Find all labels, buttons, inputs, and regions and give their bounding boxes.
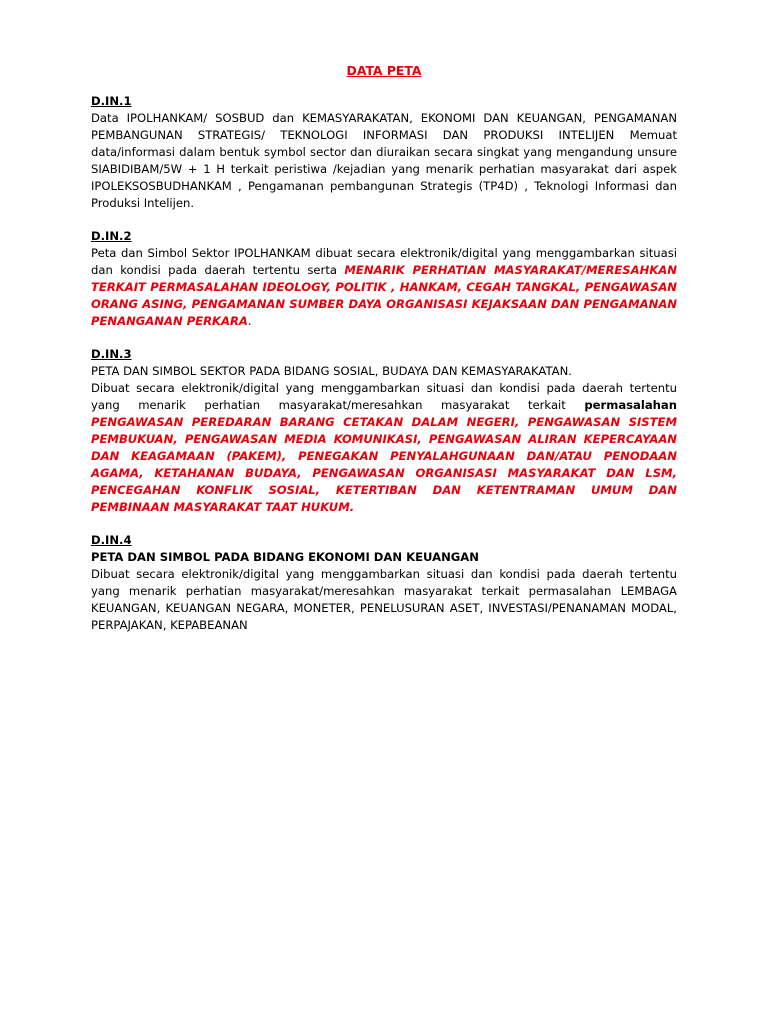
section-body: Dibuat secara elektronik/digital yang menggambarkan situasi dan kondisi pada daerah tertentu yang menarik perhatian masyarakat/meresahkan masyarakat terkait permasalahan LEMBAGA KEUANGAN, KEUANGAN NEGARA, MONETER, PENELUSURAN ASET, INVESTASI/PENANAMAN MODAL, PERPAJAKAN, KEPABEANAN xyxy=(91,567,677,632)
section-din4 xyxy=(91,532,677,634)
body-text: Peta dan Simbol Sektor IPOLHANKAM dibuat secara elektronik/digital yang menggambarkan situasi dan kondisi pada daerah tertentu serta xyxy=(91,246,677,277)
section-din1 xyxy=(91,93,677,212)
section-heading: D.IN.1 xyxy=(91,94,132,108)
section-body xyxy=(91,245,677,330)
section-din3 xyxy=(91,346,677,516)
section-din2 xyxy=(91,228,677,330)
section-body xyxy=(91,380,677,516)
bold-text: permasalahan xyxy=(584,398,677,412)
section-body: Data IPOLHANKAM/ SOSBUD dan KEMASYARAKATAN, EKONOMI DAN KEUANGAN, PENGAMANAN PEMBANGUNAN STRATEGIS/ TEKNOLOGI INFORMASI DAN PRODUKSI INTELIJEN Memuat data/informasi dalam bentuk symbol sector dan diuraikan secara singkat yang mengandung unsure SIABIDIBAM/5W + 1 H terkait peristiwa /kejadian yang menarik perhatian masyarakat dari aspek IPOLEKSOSBUDHANKAM , Pengamanan pembangunan Strategis (TP4D) , Teknologi Informasi dan Produksi Intelijen. xyxy=(91,111,677,210)
highlighted-text: MENARIK PERHATIAN MASYARAKAT/MERESAHKAN TERKAIT PERMASALAHAN IDEOLOGY, POLITIK , HANKAM, CEGAH TANGKAL, PENGAWASAN ORANG ASING, PENGAMANAN SUMBER DAYA ORGANISASI KEJAKSAAN DAN PENGAMANAN PENANGANAN PERKARA xyxy=(91,263,677,328)
section-heading: D.IN.4 xyxy=(91,533,132,547)
section-subheading: PETA DAN SIMBOL PADA BIDANG EKONOMI DAN KEUANGAN xyxy=(91,550,479,564)
body-end: . xyxy=(349,500,355,514)
section-subheading: PETA DAN SIMBOL SEKTOR PADA BIDANG SOSIAL, BUDAYA DAN KEMASYARAKATAN. xyxy=(91,364,572,378)
body-text: Dibuat secara elektronik/digital yang menggambarkan situasi dan kondisi pada daerah tertentu yang menarik perhatian masyarakat/meresahkan masyarakat terkait xyxy=(91,381,677,412)
section-heading: D.IN.3 xyxy=(91,347,132,361)
document-page xyxy=(91,62,677,650)
highlighted-text: PENGAWASAN PEREDARAN BARANG CETAKAN DALAM NEGERI, PENGAWASAN SISTEM PEMBUKUAN, PENGAWASAN MEDIA KOMUNIKASI, PENGAWASAN ALIRAN KEPERCAYAAN DAN KEAGAMAAN (PAKEM), PENEGAKAN PENYALAHGUNAAN DAN/ATAU PENODAAN AGAMA, KETAHANAN BUDAYA, PENGAWASAN ORGANISASI MASYARAKAT DAN LSM, PENCEGAHAN KONFLIK SOSIAL, KETERTIBAN DAN KETENTRAMAN UMUM DAN PEMBINAAN MASYARAKAT TAAT HUKUM xyxy=(91,415,677,514)
section-heading: D.IN.2 xyxy=(91,229,132,243)
body-end: . xyxy=(247,314,252,328)
document-title: DATA PETA xyxy=(346,63,422,78)
